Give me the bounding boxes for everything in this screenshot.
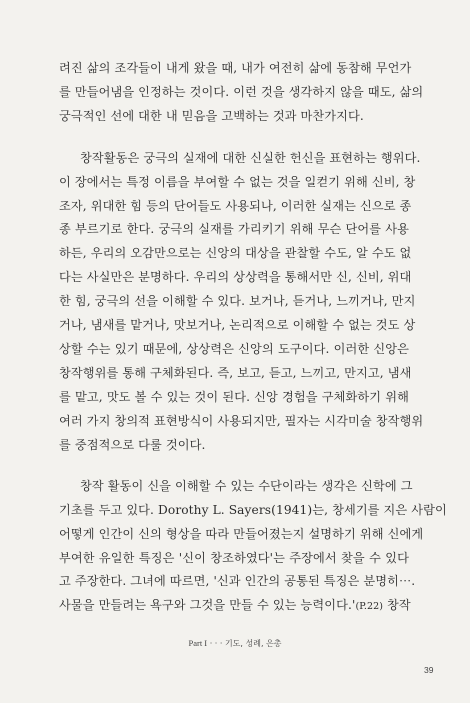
- footer-separator: · · ·: [209, 639, 223, 648]
- text-line: 궁극적인 선에 대한 내 믿음을 고백하는 것과 마찬가지다.: [59, 109, 364, 123]
- text-line: 조자, 위대한 힘 등의 단어들도 사용되나, 이러한 실재는 신으로 종: [59, 199, 412, 213]
- text-line: 창작 활동이 신을 이해할 수 있는 수단이라는 생각은 신학에 그: [80, 479, 413, 493]
- quote-text: 사물을 만들려는 욕구와 그것을 만들 수 있는 능력이다.': [59, 598, 356, 612]
- text-line: 려진 삶의 조각들이 내게 왔을 때, 내가 여전히 삶에 동참해 무언가: [59, 61, 412, 75]
- text-line: [59, 597, 409, 615]
- text-line: 다는 사실만은 분명하다. 우리의 상상력을 통해서만 신, 신비, 위대: [59, 270, 412, 284]
- text-line: 창작행위를 통해 구체화된다. 즉, 보고, 듣고, 느끼고, 만지고, 냄새: [59, 366, 412, 380]
- footer-chapter-title: 기도, 성례, 은총: [224, 639, 282, 648]
- text-line: 창작활동은 궁극의 실재에 대한 신실한 헌신을 표현하는 행위다.: [80, 151, 421, 165]
- text-line: 를 만들어냄을 인정하는 것이다. 이런 것을 생각하지 않을 때도, 삶의: [59, 85, 424, 99]
- footer-part-label: Part I: [188, 638, 208, 648]
- text-line: 하든, 우리의 오감만으로는 신앙의 대상을 관찰할 수도, 알 수도 없: [59, 246, 412, 260]
- running-footer: [0, 638, 470, 649]
- text-line: 를 중점적으로 다룰 것이다.: [59, 438, 206, 452]
- text-line: 부여한 유일한 특징은 '신이 창조하였다'는 주장에서 찾을 수 있다: [59, 551, 409, 565]
- text-line: 거나, 냄새를 맡거나, 맛보거나, 논리적으로 이해할 수 없는 것도 상: [59, 318, 416, 332]
- text-line: 고 주장한다. 그녀에 따르면, '신과 인간의 공통된 특징은 분명히⋯.: [59, 574, 416, 588]
- page-reference: (P.22): [355, 601, 384, 612]
- page-number: 39: [424, 665, 434, 675]
- text-line: 이 장에서는 특정 이름을 부여할 수 없는 것을 일컫기 위해 신비, 창: [59, 175, 416, 189]
- text-line: 상할 수는 있기 때문에, 상상력은 신앙의 도구이다. 이러한 신앙은: [59, 342, 409, 356]
- text-line: 여러 가지 창의적 표현방식이 사용되지만, 필자는 시각미술 창작행위: [59, 414, 424, 428]
- continuation-word: 창작: [387, 598, 411, 612]
- text-line: 한 힘, 궁극의 선을 이해할 수 있다. 보거나, 듣거나, 느끼거나, 만지: [59, 294, 416, 308]
- text-line: 종 부르기로 한다. 궁극의 실재를 가리키기 위해 무슨 단어를 사용: [59, 222, 409, 236]
- text-line: 기초를 두고 있다. Dorothy L. Sayers(1941)는, 창세기를 지은 사람이: [59, 503, 447, 517]
- text-line: 를 맡고, 맛도 볼 수 있는 것이 된다. 신앙 경험을 구체화하기 위해: [59, 390, 409, 404]
- text-line: 어떻게 인간이 신의 형상을 따라 만들어졌는지 설명하기 위해 신에게: [59, 527, 424, 541]
